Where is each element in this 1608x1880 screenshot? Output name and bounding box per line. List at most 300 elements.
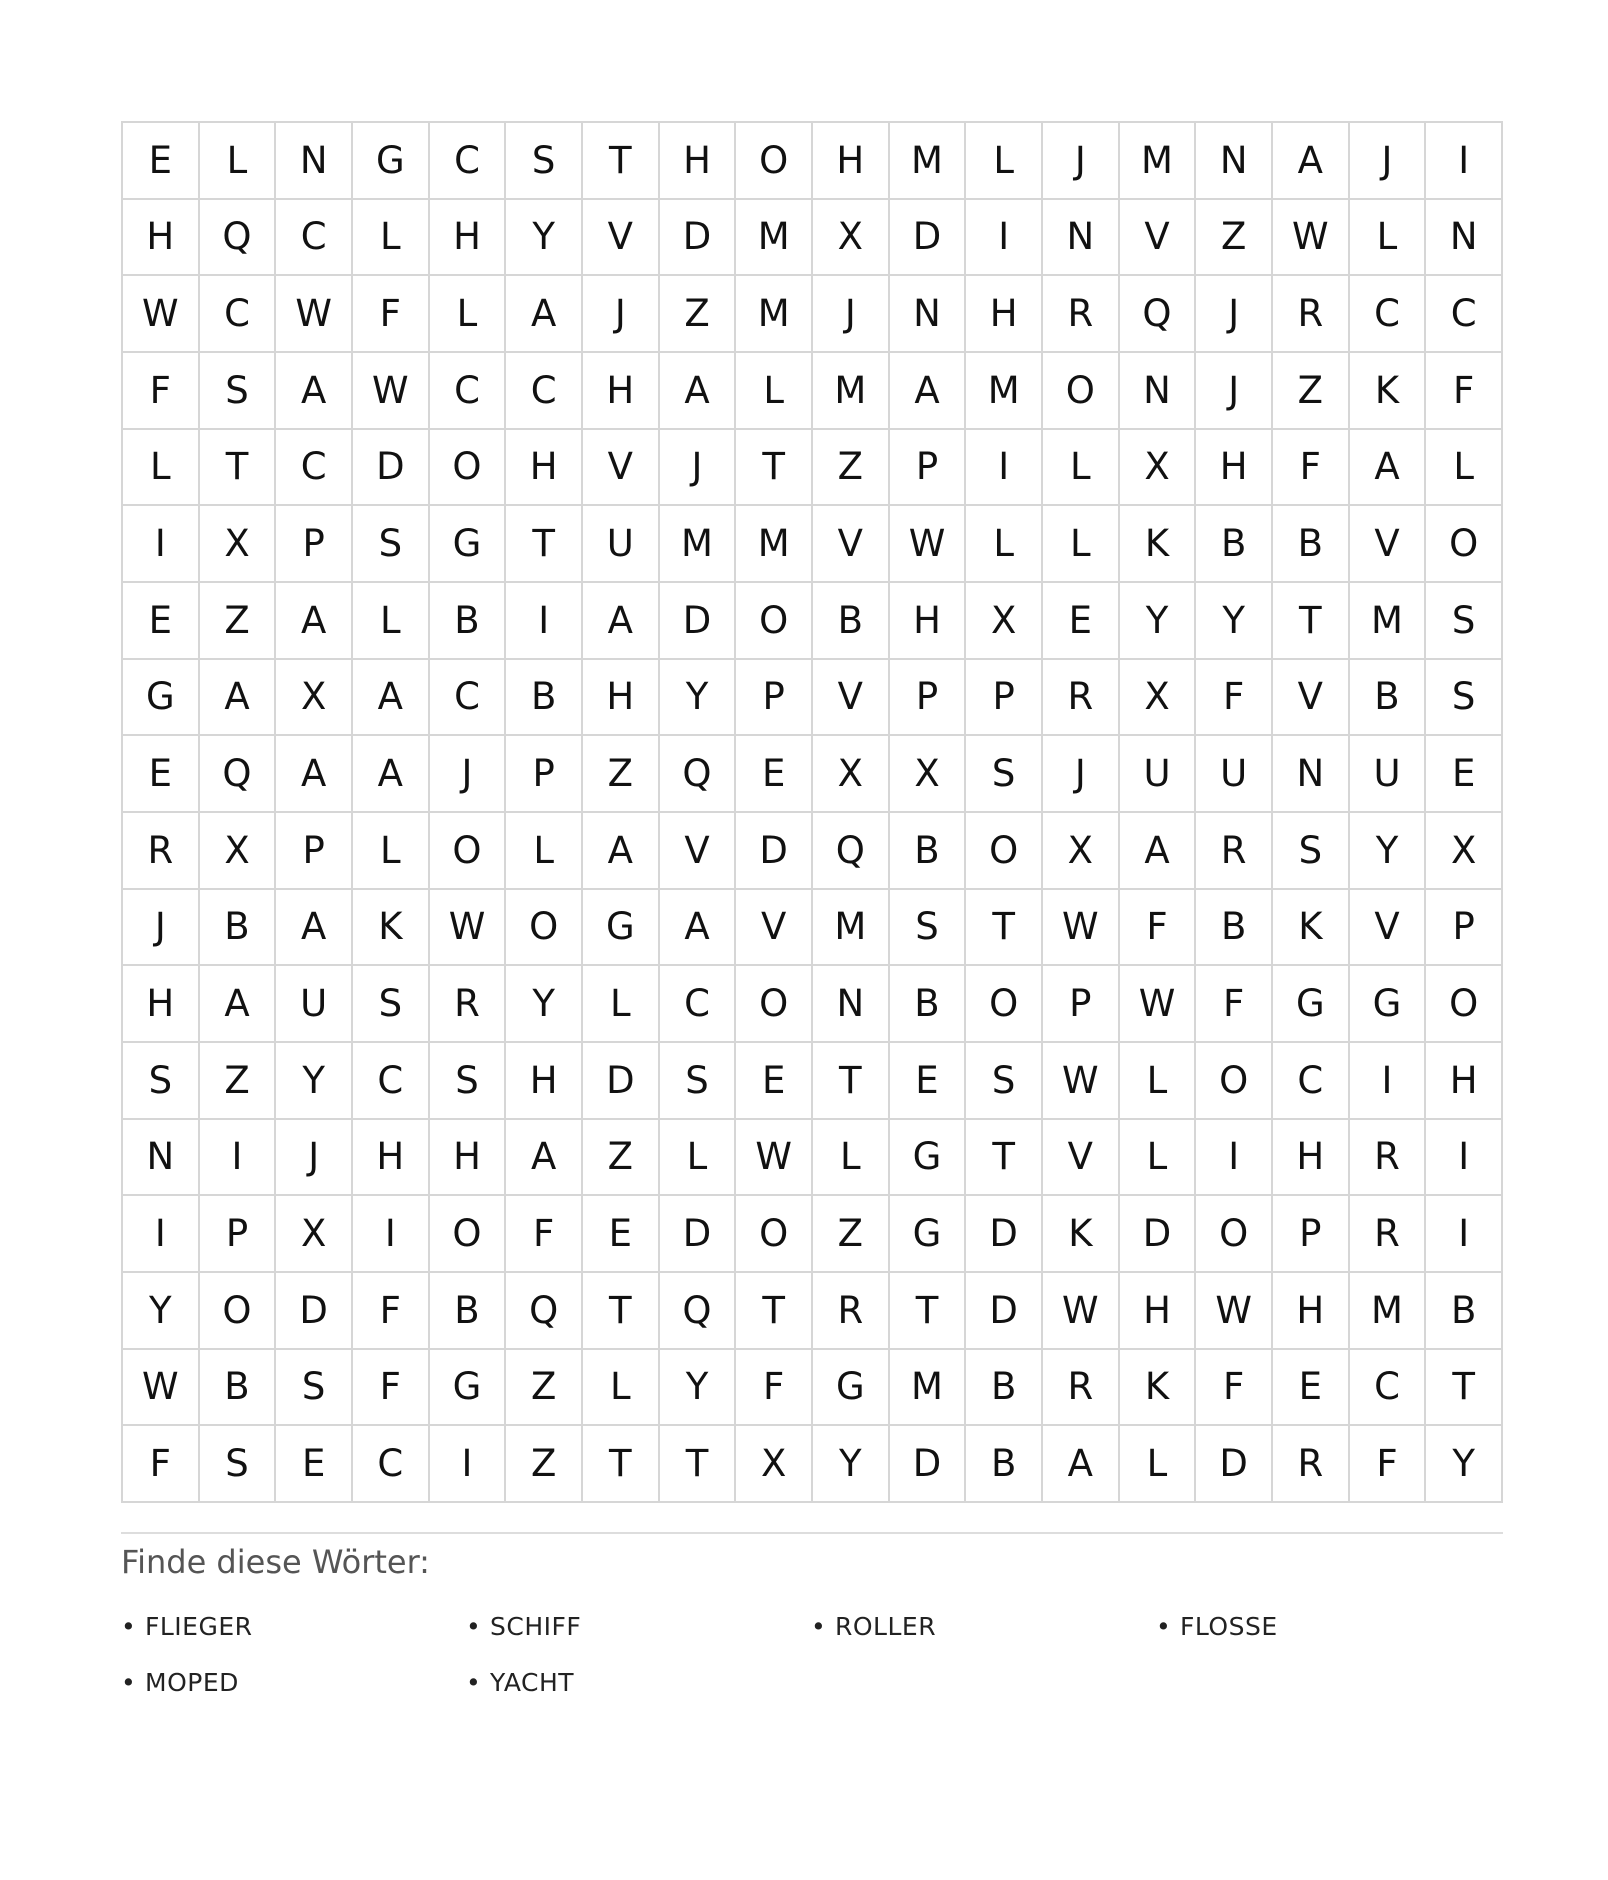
grid-cell[interactable]: N [890, 276, 967, 353]
grid-cell[interactable]: B [966, 1426, 1043, 1503]
grid-cell[interactable]: C [1426, 276, 1503, 353]
grid-cell[interactable]: L [353, 583, 430, 660]
grid-cell[interactable]: Y [660, 1350, 737, 1427]
grid-cell[interactable]: V [660, 813, 737, 890]
grid-cell[interactable]: Y [506, 200, 583, 277]
grid-cell[interactable]: I [123, 506, 200, 583]
grid-cell[interactable]: W [736, 1120, 813, 1197]
grid-cell[interactable]: T [506, 506, 583, 583]
grid-cell[interactable]: B [1196, 890, 1273, 967]
grid-cell[interactable]: R [1196, 813, 1273, 890]
grid-cell[interactable]: Y [506, 966, 583, 1043]
grid-cell[interactable]: O [966, 966, 1043, 1043]
grid-cell[interactable]: A [506, 1120, 583, 1197]
grid-cell[interactable]: Y [813, 1426, 890, 1503]
grid-cell[interactable]: F [1350, 1426, 1427, 1503]
grid-cell[interactable]: Y [276, 1043, 353, 1120]
grid-cell[interactable]: S [890, 890, 967, 967]
grid-cell[interactable]: N [123, 1120, 200, 1197]
grid-cell[interactable]: Z [200, 583, 277, 660]
grid-cell[interactable]: I [353, 1196, 430, 1273]
grid-cell[interactable]: F [123, 353, 200, 430]
grid-cell[interactable]: J [123, 890, 200, 967]
grid-cell[interactable]: T [1273, 583, 1350, 660]
grid-cell[interactable]: U [1350, 736, 1427, 813]
grid-cell[interactable]: J [660, 430, 737, 507]
grid-cell[interactable]: C [276, 200, 353, 277]
grid-cell[interactable]: F [1196, 1350, 1273, 1427]
grid-cell[interactable]: E [736, 736, 813, 813]
grid-cell[interactable]: W [123, 276, 200, 353]
grid-cell[interactable]: I [200, 1120, 277, 1197]
grid-cell[interactable]: H [353, 1120, 430, 1197]
grid-cell[interactable]: H [583, 660, 660, 737]
grid-cell[interactable]: T [583, 1273, 660, 1350]
grid-cell[interactable]: L [353, 200, 430, 277]
grid-cell[interactable]: N [1120, 353, 1197, 430]
grid-cell[interactable]: B [1273, 506, 1350, 583]
grid-cell[interactable]: C [430, 353, 507, 430]
grid-cell[interactable]: L [583, 1350, 660, 1427]
grid-cell[interactable]: H [1273, 1273, 1350, 1350]
grid-cell[interactable]: V [1043, 1120, 1120, 1197]
grid-cell[interactable]: M [890, 1350, 967, 1427]
grid-cell[interactable]: H [813, 123, 890, 200]
grid-cell[interactable]: D [966, 1196, 1043, 1273]
grid-cell[interactable]: Z [660, 276, 737, 353]
grid-cell[interactable]: M [736, 276, 813, 353]
grid-cell[interactable]: G [353, 123, 430, 200]
grid-cell[interactable]: L [200, 123, 277, 200]
grid-cell[interactable]: L [123, 430, 200, 507]
grid-cell[interactable]: F [736, 1350, 813, 1427]
grid-cell[interactable]: G [890, 1120, 967, 1197]
grid-cell[interactable]: E [1043, 583, 1120, 660]
grid-cell[interactable]: P [966, 660, 1043, 737]
grid-cell[interactable]: W [890, 506, 967, 583]
grid-cell[interactable]: W [430, 890, 507, 967]
grid-cell[interactable]: K [1043, 1196, 1120, 1273]
grid-cell[interactable]: H [123, 200, 200, 277]
grid-cell[interactable]: S [1273, 813, 1350, 890]
grid-cell[interactable]: G [430, 1350, 507, 1427]
grid-cell[interactable]: X [1120, 660, 1197, 737]
grid-cell[interactable]: O [1043, 353, 1120, 430]
grid-cell[interactable]: E [1273, 1350, 1350, 1427]
grid-cell[interactable]: V [736, 890, 813, 967]
grid-cell[interactable]: N [1196, 123, 1273, 200]
grid-cell[interactable]: R [1043, 660, 1120, 737]
grid-cell[interactable]: M [1120, 123, 1197, 200]
grid-cell[interactable]: G [123, 660, 200, 737]
grid-cell[interactable]: H [506, 1043, 583, 1120]
grid-cell[interactable]: Q [660, 736, 737, 813]
grid-cell[interactable]: W [276, 276, 353, 353]
grid-cell[interactable]: I [506, 583, 583, 660]
grid-cell[interactable]: A [506, 276, 583, 353]
grid-cell[interactable]: V [1273, 660, 1350, 737]
grid-cell[interactable]: E [890, 1043, 967, 1120]
grid-cell[interactable]: H [1273, 1120, 1350, 1197]
grid-cell[interactable]: I [430, 1426, 507, 1503]
grid-cell[interactable]: Z [1273, 353, 1350, 430]
grid-cell[interactable]: G [813, 1350, 890, 1427]
grid-cell[interactable]: A [276, 890, 353, 967]
grid-cell[interactable]: H [966, 276, 1043, 353]
grid-cell[interactable]: Q [1120, 276, 1197, 353]
grid-cell[interactable]: X [1426, 813, 1503, 890]
grid-cell[interactable]: S [200, 353, 277, 430]
grid-cell[interactable]: P [890, 430, 967, 507]
grid-cell[interactable]: D [890, 1426, 967, 1503]
grid-cell[interactable]: O [1426, 966, 1503, 1043]
grid-cell[interactable]: S [430, 1043, 507, 1120]
grid-cell[interactable]: B [1196, 506, 1273, 583]
grid-cell[interactable]: X [890, 736, 967, 813]
grid-cell[interactable]: D [890, 200, 967, 277]
grid-cell[interactable]: B [813, 583, 890, 660]
grid-cell[interactable]: I [966, 430, 1043, 507]
grid-cell[interactable]: D [966, 1273, 1043, 1350]
grid-cell[interactable]: M [736, 506, 813, 583]
grid-cell[interactable]: R [1043, 1350, 1120, 1427]
grid-cell[interactable]: T [736, 1273, 813, 1350]
grid-cell[interactable]: L [1043, 430, 1120, 507]
grid-cell[interactable]: R [123, 813, 200, 890]
grid-cell[interactable]: H [660, 123, 737, 200]
grid-cell[interactable]: H [1120, 1273, 1197, 1350]
grid-cell[interactable]: J [1043, 123, 1120, 200]
grid-cell[interactable]: R [1043, 276, 1120, 353]
grid-cell[interactable]: O [1426, 506, 1503, 583]
grid-cell[interactable]: R [1273, 276, 1350, 353]
grid-cell[interactable]: L [1120, 1043, 1197, 1120]
grid-cell[interactable]: N [1273, 736, 1350, 813]
grid-cell[interactable]: P [276, 813, 353, 890]
grid-cell[interactable]: I [1426, 1196, 1503, 1273]
grid-cell[interactable]: U [583, 506, 660, 583]
grid-cell[interactable]: L [966, 123, 1043, 200]
grid-cell[interactable]: C [276, 430, 353, 507]
grid-cell[interactable]: D [583, 1043, 660, 1120]
grid-cell[interactable]: C [430, 123, 507, 200]
grid-cell[interactable]: P [1426, 890, 1503, 967]
grid-cell[interactable]: H [123, 966, 200, 1043]
grid-cell[interactable]: H [1196, 430, 1273, 507]
grid-cell[interactable]: T [583, 123, 660, 200]
grid-cell[interactable]: F [506, 1196, 583, 1273]
grid-cell[interactable]: B [430, 1273, 507, 1350]
grid-cell[interactable]: J [276, 1120, 353, 1197]
grid-cell[interactable]: U [276, 966, 353, 1043]
grid-cell[interactable]: X [276, 660, 353, 737]
grid-cell[interactable]: F [1196, 660, 1273, 737]
grid-cell[interactable]: G [1273, 966, 1350, 1043]
grid-cell[interactable]: H [890, 583, 967, 660]
grid-cell[interactable]: Z [1196, 200, 1273, 277]
grid-cell[interactable]: M [1350, 583, 1427, 660]
grid-cell[interactable]: A [1273, 123, 1350, 200]
grid-cell[interactable]: H [583, 353, 660, 430]
grid-cell[interactable]: F [1196, 966, 1273, 1043]
grid-cell[interactable]: W [1043, 1043, 1120, 1120]
grid-cell[interactable]: M [890, 123, 967, 200]
grid-cell[interactable]: D [1196, 1426, 1273, 1503]
grid-cell[interactable]: H [430, 200, 507, 277]
grid-cell[interactable]: I [1196, 1120, 1273, 1197]
grid-cell[interactable]: P [506, 736, 583, 813]
grid-cell[interactable]: A [660, 353, 737, 430]
grid-cell[interactable]: N [276, 123, 353, 200]
grid-cell[interactable]: K [1273, 890, 1350, 967]
grid-cell[interactable]: J [1196, 353, 1273, 430]
grid-cell[interactable]: Z [583, 1120, 660, 1197]
grid-cell[interactable]: E [583, 1196, 660, 1273]
grid-cell[interactable]: L [1350, 200, 1427, 277]
grid-cell[interactable]: A [1043, 1426, 1120, 1503]
grid-cell[interactable]: N [813, 966, 890, 1043]
grid-cell[interactable]: W [1043, 890, 1120, 967]
grid-cell[interactable]: Q [200, 200, 277, 277]
grid-cell[interactable]: L [1120, 1426, 1197, 1503]
grid-cell[interactable]: I [966, 200, 1043, 277]
grid-cell[interactable]: M [736, 200, 813, 277]
grid-cell[interactable]: N [1043, 200, 1120, 277]
grid-cell[interactable]: M [1350, 1273, 1427, 1350]
grid-cell[interactable]: J [1043, 736, 1120, 813]
grid-cell[interactable]: L [430, 276, 507, 353]
grid-cell[interactable]: A [276, 736, 353, 813]
grid-cell[interactable]: C [1273, 1043, 1350, 1120]
grid-cell[interactable]: L [736, 353, 813, 430]
grid-cell[interactable]: B [430, 583, 507, 660]
grid-cell[interactable]: Q [200, 736, 277, 813]
grid-cell[interactable]: R [1350, 1120, 1427, 1197]
grid-cell[interactable]: T [660, 1426, 737, 1503]
grid-cell[interactable]: W [353, 353, 430, 430]
grid-cell[interactable]: T [583, 1426, 660, 1503]
grid-cell[interactable]: B [966, 1350, 1043, 1427]
grid-cell[interactable]: G [583, 890, 660, 967]
grid-cell[interactable]: H [1426, 1043, 1503, 1120]
grid-cell[interactable]: D [660, 1196, 737, 1273]
grid-cell[interactable]: A [583, 583, 660, 660]
grid-cell[interactable]: K [353, 890, 430, 967]
grid-cell[interactable]: Q [660, 1273, 737, 1350]
grid-cell[interactable]: Q [506, 1273, 583, 1350]
grid-cell[interactable]: W [1043, 1273, 1120, 1350]
grid-cell[interactable]: O [736, 583, 813, 660]
grid-cell[interactable]: O [200, 1273, 277, 1350]
grid-cell[interactable]: Z [506, 1426, 583, 1503]
grid-cell[interactable]: D [353, 430, 430, 507]
grid-cell[interactable]: E [123, 736, 200, 813]
grid-cell[interactable]: S [506, 123, 583, 200]
grid-cell[interactable]: S [1426, 660, 1503, 737]
grid-cell[interactable]: A [1350, 430, 1427, 507]
grid-cell[interactable]: X [813, 200, 890, 277]
grid-cell[interactable]: G [890, 1196, 967, 1273]
grid-cell[interactable]: P [890, 660, 967, 737]
grid-cell[interactable]: O [1196, 1196, 1273, 1273]
grid-cell[interactable]: Y [1120, 583, 1197, 660]
grid-cell[interactable]: O [506, 890, 583, 967]
grid-cell[interactable]: D [660, 200, 737, 277]
grid-cell[interactable]: Q [813, 813, 890, 890]
grid-cell[interactable]: F [123, 1426, 200, 1503]
grid-cell[interactable]: O [736, 123, 813, 200]
grid-cell[interactable]: E [276, 1426, 353, 1503]
grid-cell[interactable]: E [1426, 736, 1503, 813]
grid-cell[interactable]: P [1273, 1196, 1350, 1273]
grid-cell[interactable]: O [430, 1196, 507, 1273]
grid-cell[interactable]: R [1273, 1426, 1350, 1503]
grid-cell[interactable]: J [813, 276, 890, 353]
grid-cell[interactable]: Y [1196, 583, 1273, 660]
grid-cell[interactable]: F [353, 1350, 430, 1427]
grid-cell[interactable]: A [1120, 813, 1197, 890]
grid-cell[interactable]: I [123, 1196, 200, 1273]
grid-cell[interactable]: B [1350, 660, 1427, 737]
grid-cell[interactable]: S [276, 1350, 353, 1427]
grid-cell[interactable]: D [1120, 1196, 1197, 1273]
grid-cell[interactable]: L [1043, 506, 1120, 583]
grid-cell[interactable]: V [1350, 890, 1427, 967]
grid-cell[interactable]: W [1273, 200, 1350, 277]
grid-cell[interactable]: V [813, 506, 890, 583]
grid-cell[interactable]: G [430, 506, 507, 583]
grid-cell[interactable]: R [813, 1273, 890, 1350]
grid-cell[interactable]: L [1426, 430, 1503, 507]
grid-cell[interactable]: J [583, 276, 660, 353]
grid-cell[interactable]: Y [660, 660, 737, 737]
grid-cell[interactable]: T [1426, 1350, 1503, 1427]
grid-cell[interactable]: O [966, 813, 1043, 890]
grid-cell[interactable]: T [966, 1120, 1043, 1197]
grid-cell[interactable]: P [200, 1196, 277, 1273]
grid-cell[interactable]: M [966, 353, 1043, 430]
grid-cell[interactable]: S [200, 1426, 277, 1503]
grid-cell[interactable]: W [123, 1350, 200, 1427]
grid-cell[interactable]: C [660, 966, 737, 1043]
grid-cell[interactable]: B [506, 660, 583, 737]
grid-cell[interactable]: R [1350, 1196, 1427, 1273]
grid-cell[interactable]: V [1120, 200, 1197, 277]
grid-cell[interactable]: B [200, 890, 277, 967]
grid-cell[interactable]: O [430, 813, 507, 890]
grid-cell[interactable]: F [353, 276, 430, 353]
grid-cell[interactable]: N [1426, 200, 1503, 277]
grid-cell[interactable]: F [1273, 430, 1350, 507]
grid-cell[interactable]: T [200, 430, 277, 507]
grid-cell[interactable]: J [1196, 276, 1273, 353]
grid-cell[interactable]: O [430, 430, 507, 507]
grid-cell[interactable]: V [1350, 506, 1427, 583]
grid-cell[interactable]: G [1350, 966, 1427, 1043]
grid-cell[interactable]: L [506, 813, 583, 890]
grid-cell[interactable]: W [1196, 1273, 1273, 1350]
grid-cell[interactable]: O [736, 966, 813, 1043]
grid-cell[interactable]: S [1426, 583, 1503, 660]
grid-cell[interactable]: A [890, 353, 967, 430]
grid-cell[interactable]: M [813, 353, 890, 430]
grid-cell[interactable]: E [123, 123, 200, 200]
grid-cell[interactable]: A [583, 813, 660, 890]
grid-cell[interactable]: X [200, 813, 277, 890]
grid-cell[interactable]: T [813, 1043, 890, 1120]
grid-cell[interactable]: A [200, 966, 277, 1043]
grid-cell[interactable]: K [1120, 1350, 1197, 1427]
grid-cell[interactable]: U [1196, 736, 1273, 813]
grid-cell[interactable]: X [1043, 813, 1120, 890]
grid-cell[interactable]: C [1350, 276, 1427, 353]
grid-cell[interactable]: W [1120, 966, 1197, 1043]
grid-cell[interactable]: F [353, 1273, 430, 1350]
grid-cell[interactable]: I [1426, 1120, 1503, 1197]
grid-cell[interactable]: I [1350, 1043, 1427, 1120]
grid-cell[interactable]: Y [123, 1273, 200, 1350]
grid-cell[interactable]: S [966, 736, 1043, 813]
grid-cell[interactable]: R [430, 966, 507, 1043]
grid-cell[interactable]: A [660, 890, 737, 967]
grid-cell[interactable]: V [583, 200, 660, 277]
grid-cell[interactable]: M [660, 506, 737, 583]
grid-cell[interactable]: X [813, 736, 890, 813]
grid-cell[interactable]: C [430, 660, 507, 737]
grid-cell[interactable]: Z [506, 1350, 583, 1427]
grid-cell[interactable]: L [1120, 1120, 1197, 1197]
grid-cell[interactable]: J [1350, 123, 1427, 200]
grid-cell[interactable]: X [276, 1196, 353, 1273]
grid-cell[interactable]: T [966, 890, 1043, 967]
grid-cell[interactable]: T [736, 430, 813, 507]
grid-cell[interactable]: A [276, 353, 353, 430]
grid-cell[interactable]: X [736, 1426, 813, 1503]
grid-cell[interactable]: U [1120, 736, 1197, 813]
grid-cell[interactable]: S [353, 506, 430, 583]
grid-cell[interactable]: K [1350, 353, 1427, 430]
grid-cell[interactable]: Z [200, 1043, 277, 1120]
grid-cell[interactable]: E [736, 1043, 813, 1120]
grid-cell[interactable]: P [276, 506, 353, 583]
grid-cell[interactable]: B [890, 813, 967, 890]
grid-cell[interactable]: A [353, 736, 430, 813]
grid-cell[interactable]: F [1426, 353, 1503, 430]
grid-cell[interactable]: I [1426, 123, 1503, 200]
grid-cell[interactable]: S [966, 1043, 1043, 1120]
grid-cell[interactable]: D [660, 583, 737, 660]
grid-cell[interactable]: Z [813, 1196, 890, 1273]
grid-cell[interactable]: Z [583, 736, 660, 813]
grid-cell[interactable]: A [276, 583, 353, 660]
grid-cell[interactable]: L [353, 813, 430, 890]
grid-cell[interactable]: B [1426, 1273, 1503, 1350]
grid-cell[interactable]: O [1196, 1043, 1273, 1120]
grid-cell[interactable]: L [966, 506, 1043, 583]
grid-cell[interactable]: H [430, 1120, 507, 1197]
grid-cell[interactable]: L [583, 966, 660, 1043]
grid-cell[interactable]: C [200, 276, 277, 353]
grid-cell[interactable]: S [353, 966, 430, 1043]
grid-cell[interactable]: H [506, 430, 583, 507]
grid-cell[interactable]: C [353, 1426, 430, 1503]
grid-cell[interactable]: V [583, 430, 660, 507]
grid-cell[interactable]: T [890, 1273, 967, 1350]
grid-cell[interactable]: A [200, 660, 277, 737]
grid-cell[interactable]: L [660, 1120, 737, 1197]
grid-cell[interactable]: P [736, 660, 813, 737]
grid-cell[interactable]: Y [1426, 1426, 1503, 1503]
